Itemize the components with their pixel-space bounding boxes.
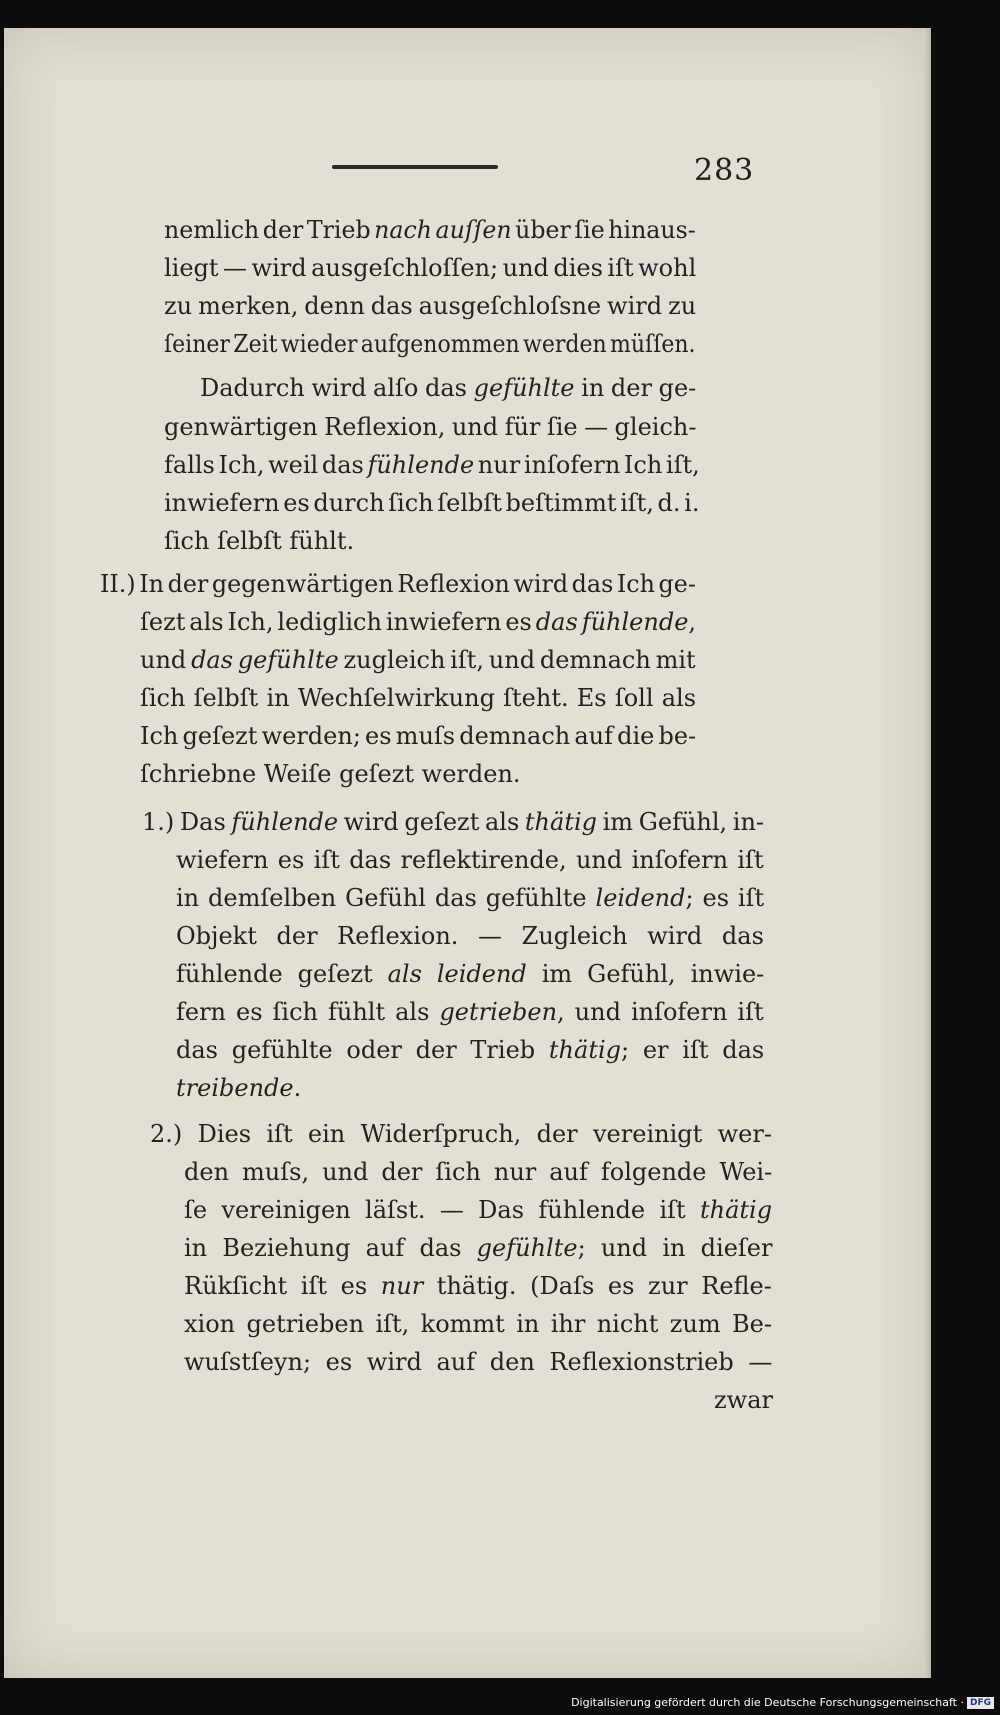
text-line [176,1031,764,1069]
line-text: , [688,608,697,636]
text-line [164,287,696,325]
line-text: , und inſofern iſt [557,998,764,1026]
line-text: Ich geſezt werden; es muſs demnach auf die be- [140,722,697,750]
line-text: ſeiner Zeit wieder aufgenommen werden müſſen. [164,330,696,358]
line-text: ; und in dieſer [577,1234,773,1262]
line-text: xion getrieben iſt, kommt in ihr nicht zum Be- [184,1310,772,1338]
text-line [164,211,696,249]
emphasized-text: gefühlte [473,374,575,402]
text-line [142,803,764,841]
text-line [140,755,521,793]
line-text: in Beziehung auf das [184,1234,477,1262]
line-text: ſich ſelbſt fühlt. [164,527,355,555]
line-text: wird geſezt als [338,808,525,836]
emphasized-text: fühlende [367,451,475,479]
line-text: Dadurch wird alſo das [200,374,474,402]
text-line [184,1191,772,1229]
digitization-credit [571,1696,994,1709]
text-line [184,1153,772,1191]
text-line [184,1305,772,1343]
line-text: genwärtigen Reflexion, und für ſie — gleich- [164,413,697,441]
text-line [164,522,354,560]
text-line [164,446,700,484]
page-spine [923,28,931,1678]
line-text: ; er iſt das [621,1036,765,1064]
text-line [176,879,764,917]
text-line [176,993,764,1031]
text-line [140,717,696,755]
text-line [164,484,699,522]
line-text: liegt — wird ausgeſchloſſen; und dies iſt wohl [164,254,697,282]
text-line [176,841,764,879]
text-line [200,369,696,407]
text-line [100,565,696,603]
text-line [176,917,764,955]
line-text: fühlende geſezt [176,960,388,988]
line-text: fern es ſich fühlt als [176,998,440,1026]
line-text: 1.) Das [142,808,232,836]
line-text: zwar [714,1386,773,1414]
text-line [184,1267,772,1305]
line-text: im Gefühl, in- [597,808,765,836]
emphasized-text: thätig [524,808,597,836]
emphasized-text: thätig [548,1036,621,1064]
line-text: ſezt als Ich, lediglich inwiefern es [140,608,536,636]
line-text: thätig. (Daſs es zur Refle- [423,1272,772,1300]
emphasized-text: thätig [699,1196,773,1224]
emphasized-text: leidend [595,884,686,912]
text-line [140,641,696,679]
text-line [164,408,696,446]
text-line [176,1069,301,1107]
emphasized-text: als leidend [387,960,527,988]
text-line [184,1343,772,1381]
line-text: Objekt der Reflexion. — Zugleich wird das [176,922,764,950]
text-line [184,1229,772,1267]
book-page [4,28,931,1678]
text-line [140,679,696,717]
emphasized-text: nur [380,1272,424,1300]
emphasized-text: nach auſſen [374,216,512,244]
text-line [164,325,696,363]
line-text: . [293,1074,302,1102]
line-text: und [140,646,192,674]
line-text: inwiefern es durch ſich ſelbſt beſtimmt iſt, d. i. [164,489,700,517]
line-text: nemlich der Trieb [164,216,375,244]
line-text: ſchriebne Weiſe geſezt werden. [140,760,521,788]
text-line [714,1381,773,1419]
emphasized-text: gefühlte [476,1234,578,1262]
line-text: im Gefühl, inwie- [526,960,765,988]
line-text: den muſs, und der ſich nur auf folgende Wei- [184,1158,773,1186]
emphasized-text: fühlende [231,808,339,836]
line-text: falls Ich, weil das [164,451,368,479]
line-text: ; es iſt [685,884,765,912]
page-number: 283 [694,153,755,188]
line-text: Rükſicht iſt es [184,1272,381,1300]
line-text: wuſstſeyn; es wird auf den Reflexionstrieb — [184,1348,773,1376]
line-text: in demſelben Gefühl das gefühlte [176,884,596,912]
line-text: zugleich iſt, und demnach mit [338,646,696,674]
text-line [176,955,764,993]
line-text: über ſie hinaus- [511,216,696,244]
line-text: wiefern es iſt das reflektirende, und inſofern iſt [176,846,764,874]
line-text: das gefühlte oder der Trieb [176,1036,549,1064]
line-text: 2.) Dies iſt ein Widerſpruch, der vereinigt wer- [150,1120,772,1148]
line-text: ſe vereinigen läſst. — Das fühlende iſt [184,1196,700,1224]
line-text: in der ge- [574,374,697,402]
emphasized-text: das gefühlte [191,646,339,674]
emphasized-text: getrieben [439,998,558,1026]
dfg-logo: DFG [967,1697,994,1709]
text-line [150,1115,772,1153]
line-text: ſich ſelbſt in Wechſelwirkung ſteht. Es ſoll als [140,684,697,712]
credit-text: Digitalisierung gefördert durch die Deutsche Forschungsgemeinschaft · [571,1696,964,1709]
text-line [164,249,696,287]
line-text: II.) In der gegenwärtigen Reflexion wird das Ich ge- [100,570,696,598]
emphasized-text: das fühlende [535,608,689,636]
line-text: nur inſofern Ich iſt, [474,451,700,479]
emphasized-text: treibende [176,1074,294,1102]
text-line [140,603,696,641]
header-rule [332,165,498,169]
line-text: zu merken, denn das ausgeſchloſsne wird zu [164,292,697,320]
